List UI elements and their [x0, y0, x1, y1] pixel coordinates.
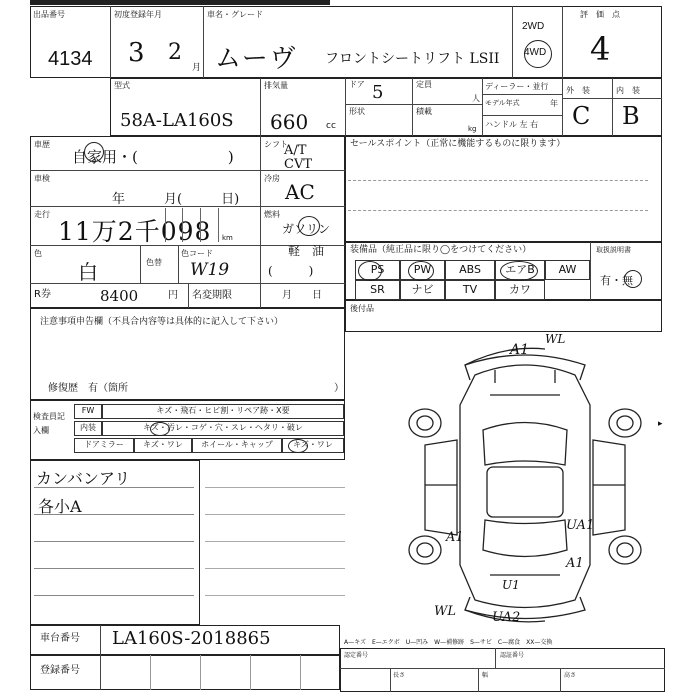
damage-legend: A—キズ E—エクボ U—凹み W—補修跡 S—サビ C—腐食 XX—交換 — [344, 639, 553, 646]
manual-label: 取扱説明書 — [596, 246, 631, 254]
recycle-label: R券 — [34, 289, 51, 300]
equip-airbag: エアB — [495, 260, 545, 280]
ext-label: 外 装 — [566, 86, 590, 95]
equip-abs: ABS — [445, 260, 495, 280]
ac-value: AC — [285, 180, 315, 204]
cert-label-1: 認定番号 — [344, 652, 369, 659]
equip-ps: PS — [355, 260, 400, 280]
insp-interior: 内装 — [74, 421, 102, 436]
shift-value: A/T CVT — [284, 143, 313, 172]
capacity-label: 定員 — [416, 80, 432, 89]
door-value: 5 — [372, 82, 384, 103]
color-label: 色 — [34, 249, 42, 258]
post-install-box — [345, 300, 662, 332]
ext-value: C — [572, 102, 591, 130]
int-label: 内 装 — [616, 86, 640, 95]
score-label: 評 価 点 — [580, 10, 620, 19]
insp-interior-detail: キズ・汚レ・コゲ・穴・スレ・ヘタリ・破レ — [102, 421, 344, 436]
name-label: 車名・グレード — [207, 10, 263, 19]
disp-unit: cc — [326, 121, 336, 131]
month-unit: 月 — [192, 63, 202, 73]
history-value: 自家用・( ) — [72, 148, 234, 166]
model-label: 型式 — [114, 81, 130, 90]
lot-value: 4134 — [48, 48, 93, 70]
inspection-value: 年 月( 日) — [112, 192, 240, 207]
inspector-label: 検査員記入欄 — [33, 412, 65, 435]
recycle-value: 8400 — [100, 287, 139, 305]
manual-circle — [624, 270, 642, 288]
insp-fw-detail: キズ・飛石・ヒビ割・リペア跡・X要 — [102, 404, 344, 419]
color-change-label: 色替 — [146, 258, 162, 267]
sales-label: セールスポイント（正常に機能するものに限ります） — [350, 139, 566, 149]
dealer-label: ディーラー・並行 — [485, 82, 549, 91]
capacity-unit: 人 — [472, 94, 480, 103]
equip-aw: AW — [545, 260, 590, 280]
equip-pw: PW — [400, 260, 445, 280]
score-value: 4 — [590, 30, 611, 68]
insp-mirror: ドアミラー — [74, 438, 134, 453]
dim-height: 高さ — [564, 672, 577, 679]
disp-value: 660 — [270, 110, 309, 134]
title-bar — [30, 0, 330, 5]
mark-front-wl: WL — [545, 332, 566, 346]
fuel-paren: ( ) — [268, 264, 314, 278]
chassis-value: LA160S-2018865 — [112, 628, 271, 649]
weight-label: 積載 — [416, 107, 432, 116]
first-reg-year: 3 — [128, 38, 145, 68]
model-year-label: モデル年式 — [485, 99, 520, 107]
mileage-value: 11万2千098 — [58, 217, 212, 246]
insp-mirror-detail: キズ・ワレ — [134, 438, 192, 453]
first-reg-month: 2 — [168, 40, 182, 65]
insp-circle-2 — [288, 439, 308, 453]
repair-close: ） — [334, 383, 344, 394]
handle-label: ハンドル 左 右 — [485, 120, 539, 129]
fuel-circle — [298, 216, 320, 236]
fuel-label: 燃料 — [264, 210, 280, 219]
inspection-label: 車検 — [34, 174, 50, 183]
manual-value: 有・無 — [600, 274, 633, 287]
fuel-alt: 軽 油 — [288, 244, 325, 258]
name-value: ムーヴ — [215, 44, 298, 74]
insp-circle-1 — [150, 422, 170, 436]
grade-value: フロントシートリフト LSII — [325, 51, 500, 67]
drive-label: 2WD — [522, 21, 545, 32]
remark-2: 各小A — [38, 497, 82, 516]
disp-label: 排気量 — [264, 81, 288, 90]
first-reg-label: 初度登録年月 — [114, 10, 162, 19]
mark-rear-wl: WL — [434, 604, 456, 619]
int-value: B — [622, 102, 640, 130]
equip-sr: SR — [355, 280, 400, 300]
post-install-label: 後付品 — [350, 304, 374, 313]
weight-unit: kg — [468, 125, 477, 133]
fuel-value: ガソリン — [282, 222, 331, 236]
ac-label: 冷房 — [264, 174, 280, 183]
dim-length: 長さ — [393, 672, 406, 679]
notes-label: 注意事項申告欄（不具合内容等は具体的に記入して下さい） — [40, 317, 284, 327]
equip-pw-circle — [408, 261, 434, 281]
history-circle — [84, 142, 104, 162]
equip-navi: ナビ — [400, 280, 445, 300]
km-unit: km — [222, 234, 233, 242]
name-change-label: 名変期限 — [192, 290, 232, 301]
year-unit: 年 — [550, 99, 558, 108]
color-code-label: 色コード — [181, 249, 213, 258]
mark-left-a1: A1 — [446, 530, 464, 545]
remark-1: カンバンアリ — [36, 469, 131, 488]
edge-arrow: ▸ — [658, 419, 663, 429]
mark-right-a1: A1 — [566, 556, 584, 571]
mark-rear-u1: U1 — [502, 578, 520, 592]
repair-label: 修復歴 有（箇所 — [48, 383, 128, 394]
equip-tv: TV — [445, 280, 495, 300]
mark-right-ua1: UA1 — [566, 518, 595, 533]
recycle-unit: 円 — [168, 290, 178, 301]
insp-wheel: ホイール・キャップ — [192, 438, 282, 453]
insp-fw: FW — [74, 404, 102, 419]
history-label: 車歴 — [34, 140, 50, 149]
name-change-value: 月 日 — [282, 290, 322, 301]
insp-wheel-detail: キズ・ワレ — [282, 438, 344, 453]
sales-point-box — [345, 136, 662, 242]
shape-label: 形状 — [349, 107, 365, 116]
equip-ps-circle — [358, 261, 382, 281]
equip-airbag-circle — [500, 261, 538, 281]
mileage-label: 走行 — [34, 210, 50, 219]
drive-value: 4WD — [524, 47, 547, 58]
lot-label: 出品番号 — [33, 10, 65, 19]
color-code-value: W19 — [190, 260, 230, 280]
color-value: 白 — [78, 260, 98, 284]
mark-front-a1: A1 — [510, 342, 530, 358]
model-value: 58A-LA160S — [120, 110, 234, 131]
dim-width: 幅 — [482, 672, 489, 679]
door-label: ドア — [349, 80, 365, 89]
car-damage-diagram — [395, 335, 655, 625]
registration-label: 登録番号 — [40, 665, 80, 676]
shift-label: シフト — [264, 140, 288, 149]
chassis-label: 車台番号 — [40, 633, 80, 644]
equipment-label: 装備品（純正品に限り◯をつけてください） — [350, 245, 532, 255]
mark-rear-ua2: UA2 — [492, 610, 521, 625]
cert-label-2: 認証番号 — [500, 652, 525, 659]
equip-leather: カワ — [495, 280, 545, 300]
